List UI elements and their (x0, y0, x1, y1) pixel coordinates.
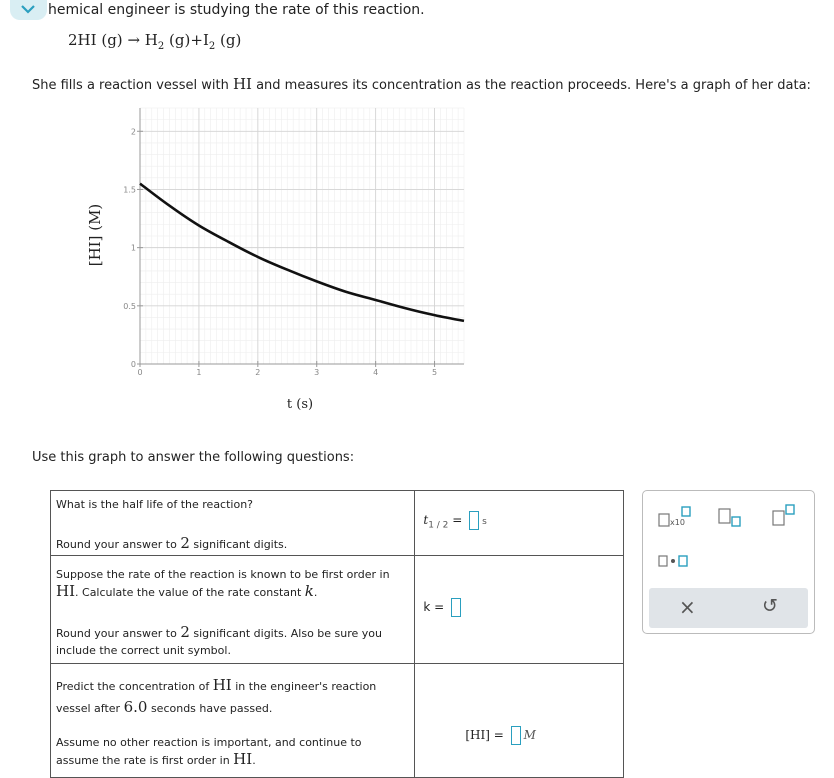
y-tick-label: 0 (130, 360, 136, 369)
subscript-icon (717, 505, 745, 529)
question-row-half-life (51, 491, 624, 556)
rate-constant-input[interactable] (451, 598, 461, 617)
scientific-notation-icon (657, 505, 693, 529)
collapse-toggle[interactable] (10, 0, 47, 20)
superscript-button[interactable] (771, 503, 799, 531)
y-tick-label: 1 (130, 243, 136, 253)
multiply-dot-button[interactable] (657, 553, 693, 573)
reaction-equation: 2HI $(g) \to H_2$ $(g)+I_2$ (g) (68, 31, 242, 52)
instructions-text: Use this graph to answer the following questions: (32, 450, 355, 465)
svg-text:x10: x10 (670, 518, 685, 527)
x-tick-label: 1 (196, 368, 202, 377)
chevron-down-icon (21, 3, 35, 15)
question-cell (51, 491, 415, 556)
concentration-chart (80, 100, 480, 420)
question-text: Predict the concentration of HI in the engineer's reaction vessel after 6.0 seconds have passed. (56, 676, 377, 716)
rate-constant-answer: k = (423, 598, 464, 617)
answer-cell (415, 556, 624, 664)
concentration-answer: [HI] = M (465, 726, 536, 745)
superscript-icon (771, 503, 799, 527)
rounding-note: Round your answer to 2 significant digits. Also be sure you include the correct unit symbol. (56, 623, 383, 657)
question-text: Suppose the rate of the reaction is known to be first order in HI. Calculate the value of the rate constant k. (56, 568, 390, 600)
undo-button[interactable]: ↺ (762, 595, 778, 617)
multiply-dot-icon (657, 553, 693, 569)
math-palette (642, 490, 815, 634)
half-life-answer: $t_{1 / 2} = s$ (423, 513, 487, 531)
fills-text: She fills a reaction vessel with HI and measures its concentration as the reaction proceeds. Here's a graph of her data: (32, 75, 811, 93)
question-row-rate-constant (51, 556, 624, 664)
rounding-note: Round your answer to 2 significant digits. (56, 534, 288, 552)
x-tick-label: 0 (137, 368, 143, 377)
scientific-notation-button[interactable] (657, 505, 693, 533)
answer-cell (415, 664, 624, 778)
concentration-input[interactable] (511, 726, 521, 745)
intro-text: hemical engineer is studying the rate of this reaction. (48, 2, 425, 18)
palette-action-bar (649, 588, 808, 628)
answer-cell (415, 491, 624, 556)
y-tick-label: 1.5 (123, 185, 136, 195)
x-tick-label: 5 (431, 368, 438, 377)
y-tick-label: 2 (130, 127, 136, 137)
x-tick-label: 4 (373, 368, 379, 377)
x-tick-label: 2 (255, 368, 261, 377)
chart-series-line (140, 184, 464, 321)
clear-button[interactable]: × (679, 595, 696, 619)
question-row-concentration (51, 664, 624, 778)
subscript-button[interactable] (717, 505, 745, 533)
x-tick-label: 3 (314, 368, 320, 377)
chart-y-label: [HI] (M) (86, 203, 104, 267)
chart-x-label: t (s) (286, 397, 314, 412)
question-cell (51, 556, 415, 664)
question-text: What is the half life of the reaction? (56, 498, 254, 511)
question-table (50, 490, 624, 778)
y-tick-label: 0.5 (123, 301, 136, 311)
assumption-note: Assume no other reaction is important, and continue to assume the rate is first order in HI. (56, 736, 362, 768)
question-cell (51, 664, 415, 778)
chart-grid-minor (140, 108, 464, 364)
half-life-input[interactable] (469, 511, 479, 530)
